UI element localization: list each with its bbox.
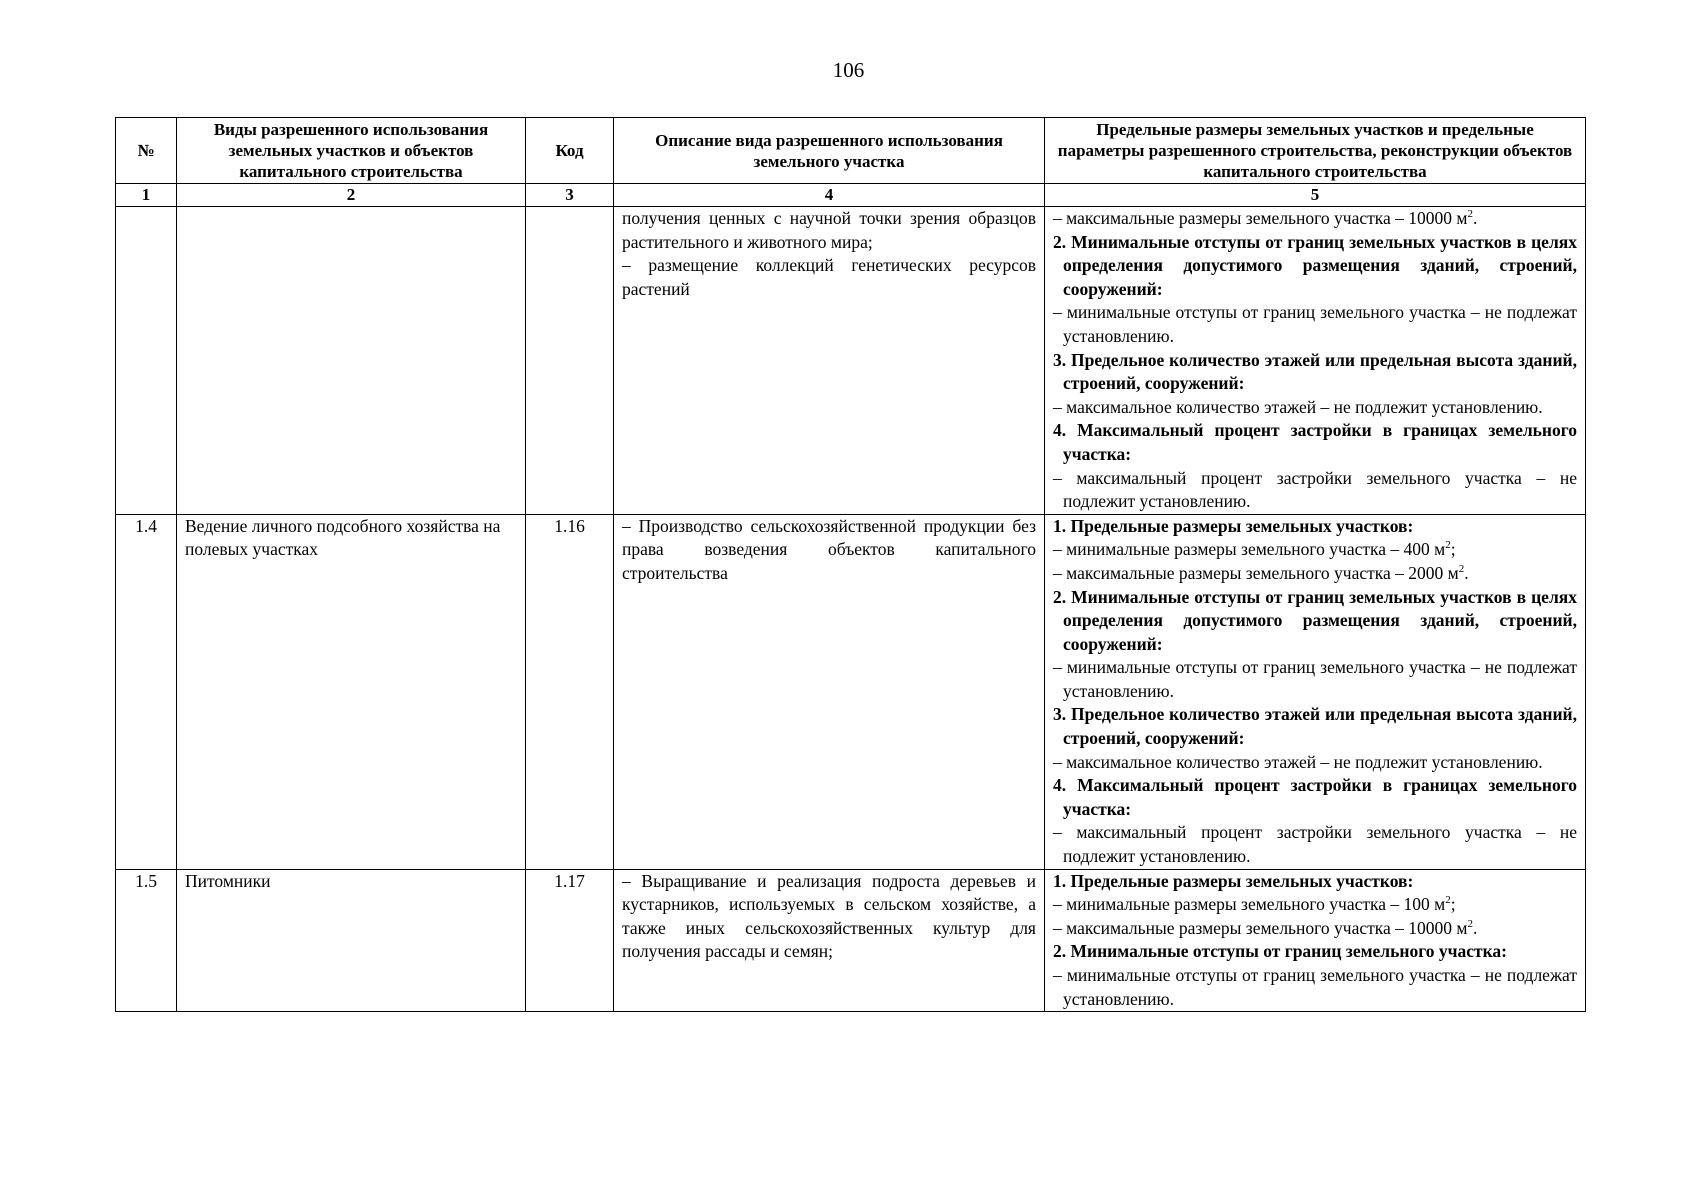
limit-heading (1053, 419, 1577, 466)
limit-heading (1053, 774, 1577, 821)
description-cell (614, 207, 1045, 515)
header-number: № (116, 118, 177, 184)
limit-item (1053, 301, 1577, 348)
limit-text: 2. Минимальные отступы от границ земельных участков в целях определения допустимого размещения зданий, строений, сооружений: (1053, 231, 1577, 299)
limit-item (1053, 538, 1577, 562)
page-number: 106 (832, 58, 865, 82)
code-cell: 1.16 (526, 514, 614, 869)
limits-cell (1045, 869, 1586, 1012)
limit-text: 4. Максимальный процент застройки в границах земельного участка: (1053, 420, 1577, 464)
code-cell (526, 207, 614, 515)
superscript: 2 (1445, 894, 1451, 907)
use-kind-cell: Ведение личного подсобного хозяйства на полевых участках (177, 514, 526, 869)
limits-cell (1045, 514, 1586, 869)
use-kind-cell (177, 207, 526, 515)
limit-item (1053, 917, 1577, 941)
table-row (116, 514, 1586, 869)
superscript: 2 (1467, 208, 1473, 221)
limit-item (1053, 964, 1577, 1011)
limit-item (1053, 656, 1577, 703)
row-number: 1.4 (116, 514, 177, 869)
limit-item (1053, 467, 1577, 514)
limits-cell (1045, 207, 1586, 515)
table-header-row (116, 118, 1586, 184)
limit-heading (1053, 870, 1577, 894)
superscript: 2 (1445, 539, 1451, 552)
limit-text: – максимальный процент застройки земельного участка – не подлежит установлению. (1053, 467, 1577, 512)
limit-text: – минимальные отступы от границ земельного участка – не подлежат установлению. (1053, 302, 1577, 346)
limit-tail: ; (1450, 539, 1456, 560)
limit-heading (1053, 515, 1577, 539)
table-row (116, 207, 1586, 515)
limit-text: – минимальные размеры земельного участка – 100 м (1053, 894, 1446, 915)
limit-text: 1. Предельные размеры земельных участков: (1053, 515, 1414, 536)
column-number: 1 (116, 184, 177, 207)
limit-text: – максимальные размеры земельного участка – 10000 м (1053, 208, 1468, 228)
header-description: Описание вида разрешенного использования земельного участка (614, 118, 1045, 184)
limit-item (1053, 207, 1577, 231)
limit-text: – максимальное количество этажей – не подлежит установлению. (1053, 396, 1543, 417)
description-cell (614, 869, 1045, 1012)
limit-item (1053, 562, 1577, 586)
limit-tail: ; (1450, 894, 1456, 915)
header-code: Код (526, 118, 614, 184)
limit-text: – минимальные отступы от границ земельного участка – не подлежат установлению. (1053, 657, 1577, 701)
column-number-row (116, 184, 1586, 207)
description-paragraph: – Выращивание и реализация подроста деревьев и кустарников, используемых в сельском хозяйстве, а также иных сельскохозяйственных культур для получения рассады и семян; (622, 870, 1036, 962)
limit-text: – максимальные размеры земельного участка – 10000 м (1053, 917, 1468, 938)
limit-text: – максимальные размеры земельного участка – 2000 м (1053, 562, 1459, 583)
description-paragraph: получения ценных с научной точки зрения образцов растительного и животного мира; (622, 208, 1036, 252)
limit-item (1053, 751, 1577, 775)
row-number: 1.5 (116, 869, 177, 1012)
column-number: 2 (177, 184, 526, 207)
limit-heading (1053, 703, 1577, 750)
limit-tail: . (1464, 562, 1469, 583)
limit-heading (1053, 349, 1577, 396)
table-body (116, 207, 1586, 1012)
limit-text: 3. Предельное количество этажей или предельная высота зданий, строений, сооружений: (1053, 349, 1577, 394)
limit-tail: . (1472, 208, 1478, 228)
limit-text: 2. Минимальные отступы от границ земельных участков в целях определения допустимого размещения зданий, строений, сооружений: (1053, 586, 1577, 654)
limit-text: – минимальные размеры земельного участка – 400 м (1053, 539, 1446, 560)
header-use-kind: Виды разрешенного использования земельных участков и объектов капитального строительства (177, 118, 526, 184)
limit-tail: . (1472, 917, 1478, 938)
limit-text: 2. Минимальные отступы от границ земельного участка: (1053, 941, 1507, 962)
limit-item (1053, 893, 1577, 917)
table-row (116, 869, 1586, 1012)
limit-text: 4. Максимальный процент застройки в границах земельного участка: (1053, 775, 1577, 819)
limit-text: 1. Предельные размеры земельных участков: (1053, 870, 1414, 891)
land-use-table (115, 117, 1586, 1012)
limit-text: – минимальные отступы от границ земельного участка – не подлежат установлению. (1053, 965, 1577, 1009)
limit-item (1053, 396, 1577, 420)
limit-text: – максимальное количество этажей – не подлежит установлению. (1053, 751, 1543, 772)
limit-item (1053, 821, 1577, 868)
superscript: 2 (1467, 917, 1473, 930)
column-number: 4 (614, 184, 1045, 207)
limit-text: – максимальный процент застройки земельного участка – не подлежит установлению. (1053, 822, 1577, 867)
description-paragraph: – Производство сельскохозяйственной продукции без права возведения объектов капитального строительства (622, 515, 1036, 583)
column-number: 3 (526, 184, 614, 207)
description-cell (614, 514, 1045, 869)
limit-text: 3. Предельное количество этажей или предельная высота зданий, строений, сооружений: (1053, 704, 1577, 749)
row-number (116, 207, 177, 515)
superscript: 2 (1458, 563, 1465, 576)
column-number: 5 (1045, 184, 1586, 207)
code-cell: 1.17 (526, 869, 614, 1012)
description-paragraph: – размещение коллекций генетических ресурсов растений (622, 255, 1036, 299)
use-kind-cell: Питомники (177, 869, 526, 1012)
header-limits: Предельные размеры земельных участков и предельные параметры разрешенного строительства, реконструкции объектов капитального строительства (1045, 118, 1586, 184)
limit-heading (1053, 586, 1577, 657)
limit-heading (1053, 231, 1577, 302)
limit-heading (1053, 940, 1577, 964)
